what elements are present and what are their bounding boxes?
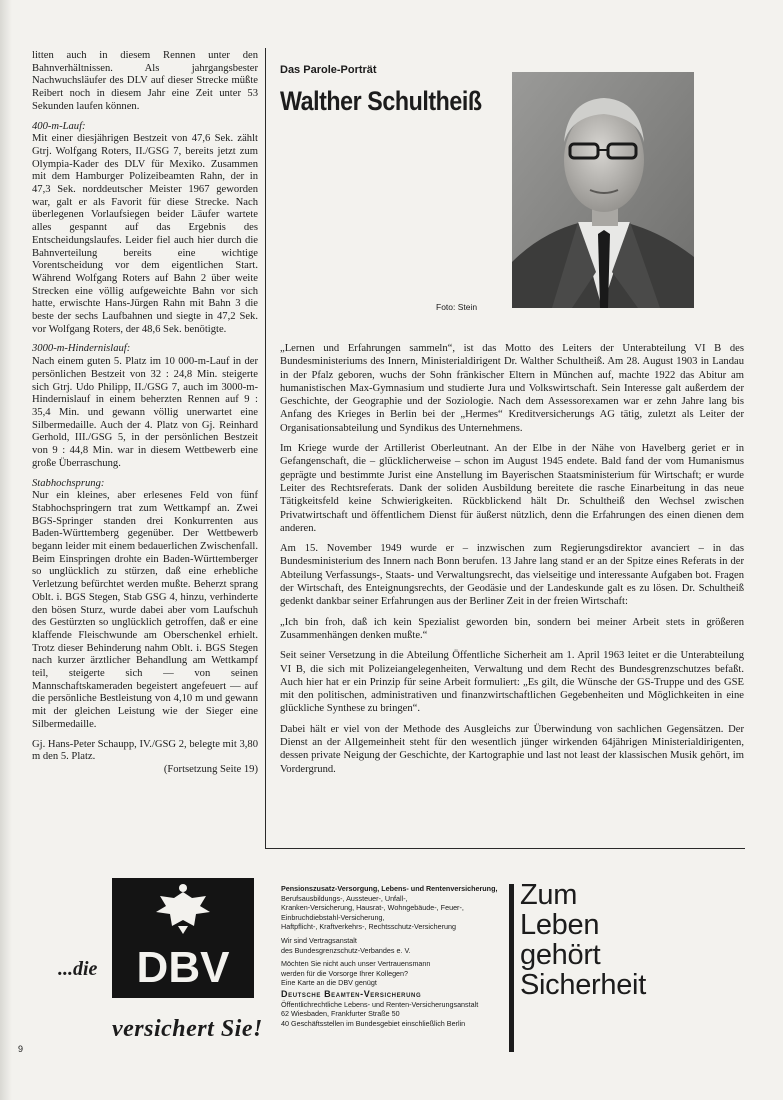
column-divider [265,48,266,848]
ad-line: Wir sind Vertragsanstalt [281,935,357,945]
photo-credit: Foto: Stein [436,302,478,312]
article-paragraph: Mit einer diesjährigen Bestzeit von 47,6 Sek. zählt Gtrj. Wolfgang Roters, II./GSG 7, bereits jetzt zum Olympia-Kader des DLV für Mexiko. Zusammen mit dem Hamburger Polizeibeamten Rahn, der in 47,3 Sek. norddeutscher Meister 1967 geworden war, galt er als Favorit für diese Strecke. Nach überlegenen Vorlaufsiegen beider Läufer wartete alles gespannt auf das Ergebnis des Entscheidungslaufes. Leider fiel auch hier durch die Bahnverteilung bereits eine wichtige Vorentscheidung vor dem eigentlichen Start. Während Wolfgang Roters auf Bahn 2 über weite Strecken eine völlig aufgeweichte Bahn vor sich hatte, erwischte Hans-Jürgen Rahn mit Bahn 3 die beste der sechs Laufbahnen und siegte in 47,2 Sek. vor Wolfgang Roters, der 48,6 Sek. benötigte. [32,133,258,335]
ad-line: Einbruchdiebstahl-Versicherung, [281,912,385,922]
ad-die-text: ...die [58,958,98,980]
portrait-paragraph: Im Kriege wurde der Artillerist Oberleutnant. An der Elbe in der Nähe von Havelberg geriet er in Gefangenschaft, die – glücklicherweise – schon im August 1945 endete. Bald fand der vom Humanismus geprägte und bestimmte Jurist eine Anstellung im Bayerischen Staatsministerium für Wirtschaft; er wurde Leiter des Rechtsreferats. Dank der soliden Ausbildung bereitete die rasche Einarbeitung in das neue Tätigkeitsfeld keine Schwierigkeiten. Rückblickend hält Dr. Schultheiß den Wechsel zwischen Privatwirtschaft und öffentlichem Dienst für äußerst nützlich, denn die Erfahrungen des einen dienen dem anderen. [280,443,744,534]
dbv-logo [112,878,254,998]
ad-line: Öffentlichrechtliche Lebens- und Renten-Versicherungsanstalt [281,999,479,1009]
subheading-stabhochsprung: Stabhochsprung: [32,477,105,489]
box-bottom-rule [265,848,745,849]
eagle-icon [112,878,254,998]
ad-line: 40 Geschäftsstellen im Bundesgebiet einschließlich Berlin [281,1018,466,1028]
portrait-title: Walther Schultheiß [280,86,482,116]
ad-line: Haftpflicht-, Kraftverkehrs-, Rechtsschutz-Versicherung [281,922,456,932]
portrait-paragraph: Dabei hält er viel von der Methode des Ausgleichs zur Überwindung von sachlichen Gegensätzen. Der Dienst an der Allgemeinheit steht für den wesentlich jünger wirkenden 64jährigen Ministerialdirigenten, dessen private Neigung der Geschichte, der Kartographie und last not least der klassischen Musik gehört, im Vordergrund. [280,723,744,775]
subheading-400m: 400-m-Lauf: [32,120,86,132]
ad-line: 62 Wiesbaden, Frankfurter Straße 50 [281,1009,400,1019]
ad-script-slogan: versichert Sie! [112,1016,263,1042]
ad-line: Möchten Sie nicht auch unser Vertrauensmann [281,959,431,969]
ad-line: Kranken-Versicherung, Hausrat-, Wohngebäude-, Feuer-, [281,903,464,913]
article-paragraph: Nur ein kleines, aber erlesenes Feld von fünf Stabhochspringern trat zum Wettkampf an. Zwei BGS-Springer standen drei Konkurrenten aus Baden-Württemberg gegenüber. Der Wettbewerb begann leider mit einem bedauerlichen Zwischenfall. Beim Einspringen drohte ein Baden-Württemberger so unglücklich zu stürzen, daß eine erhebliche Verletzung befürchtet werden mußte. Beherzt sprang Oblt. i. BGS Stegen, Stab GSG 4, hinzu, verhinderte den bösen Sturz, wurde dabei aber vom Laufschuh des Gestürzten so unglücklich getroffen, daß er eine klaffende Fleischwunde am Oberschenkel erhielt. Trotz dieser Behinderung nahm Oblt. i. BGS Stegen nach kurzer ärztlicher Behandlung am Wettkampf teil, steigerte sich — von seinen Mannschaftskameraden begeistert angefeuert — auf die persönliche Bestleistung von 4,10 m und gewann mit der gleichen Leistung wie der Sieger eine Silbermedaille. [32,490,258,730]
page-edge-shadow [0,0,12,1100]
portrait-body [280,342,744,783]
portrait-kicker: Das Parole-Porträt [280,64,377,76]
ad-line: des Bundesgrenzschutz-Verbandes e. V. [281,945,411,955]
ad-vertical-bar [509,884,514,1052]
ad-slogan [520,880,646,1000]
slogan-line: gehört [520,939,601,971]
slogan-line: Zum [520,879,578,911]
portrait-photo [512,72,694,308]
article-paragraph: Gj. Hans-Peter Schaupp, IV./GSG 2, belegte mit 3,80 m den 5. Platz. [32,738,258,763]
subheading-hindernis: 3000-m-Hindernislauf: [32,343,131,355]
continued-note: (Fortsetzung Seite 19) [163,763,258,775]
ad-line: werden für die Vorsorge Ihrer Kollegen? [281,968,409,978]
logo-text: DBV [136,943,230,992]
ad-org-name: Deutsche Beamten-Versicherung [281,989,422,999]
ad-info-list [281,884,505,1028]
slogan-line: Leben [520,909,600,941]
portrait-paragraph: Am 15. November 1949 wurde er – inzwischen zum Regierungsdirektor avanciert – in das Bundesministerium des Innern nach Bonn berufen. 13 Jahre lang stand er an der Spitze eines Referats in der Abteilung Verfassungs-, Staats- und Verwaltungsrecht, das vielseitige und interessante Aufgaben bot. Fragen der Wirtschaft, des Enteignungsrechts, der Geodäsie und der Landeskunde galt es zu lösen. Dr. Schultheiß gedenkt dankbar seiner Erfahrungen aus der Berliner Zeit in der freien Wirtschaft: [280,543,744,608]
portrait-paragraph: „Ich bin froh, daß ich kein Spezialist geworden bin, sondern bei meiner Arbeit stets in größeren Zusammenhängen denken mußte.“ [280,616,744,641]
portrait-paragraph: „Lernen und Erfahrungen sammeln“, ist das Motto des Leiters der Unterabteilung VI B des Bundesministeriums des Innern, Ministerialdirigent Dr. Walther Schultheiß. Am 28. August 1903 in Landau in der Pfalz geboren, wuchs der Sohn fränkischer Eltern in München auf, machte 1922 das Abitur am humanistischen Max-Gymnasium und studierte Jura und Volkswirtschaft. Sein Interesse galt außerdem der Geschichte, der Geographie und der Soziologie. Nach dem Assessorexamen war er zehn Jahre lang bis Anfang des Krieges in Berlin bei der „Hermes“ Kreditversicherungs AG tätig, zuletzt als Leiter der Organisationsabteilung und Syndikus des Unternehmens. [280,343,744,434]
page-number: 9 [18,1044,24,1054]
ad-line: Eine Karte an die DBV genügt [281,978,377,988]
ad-line: Berufsausbildungs-, Aussteuer-, Unfall-, [281,893,408,903]
article-paragraph: litten auch in diesem Rennen unter den Bahnverhältnissen. Als jahrgangsbester Nachwuchsläufer des DLV auf dieser Strecke müßte Reibert noch in diesem Jahr eine Zeit unter 53 Sekunden laufen können. [32,50,258,112]
portrait-paragraph: Seit seiner Versetzung in die Abteilung Öffentliche Sicherheit am 1. April 1963 leitet er die Unterabteilung VI B, die sich mit Polizeiangelegenheiten, Verwaltung und dem Recht des Bundesgrenzschutzes befaßt. Auch hier hat er ein Prinzip für seine Arbeit formuliert: „Es gilt, die Wünsche der GS-Truppe und des GSE mit den politischen, administrativen und finanzwirtschaftlichen Gegebenheiten und Möglichkeiten in eine glückliche Synthese zu bringen“. [280,650,744,715]
ad-line: Pensionszusatz-Versorgung, Lebens- und Rentenversicherung, [281,884,498,893]
slogan-line: Sicherheit [520,969,646,1001]
article-paragraph: Nach einem guten 5. Platz im 10 000-m-Lauf in der persönlichen Bestzeit von 32 : 24,8 Min. steigerte sich Gtrj. Udo Philipp, II./GSG 7, auch im 3000-m-Hindernislauf in einem beherzten Rennen auf 9 : 35,4 Min. und gewann völlig unerwartet eine Silbermedaille. Auch der 4. Platz von Gj. Reinhard Gerhold, III./GSG 5, in der persönlichen Bestzeit von 9 : 44,8 Min. war in diesem Wettbewerb eine große Überraschung. [32,356,258,469]
left-article-column [32,50,258,784]
